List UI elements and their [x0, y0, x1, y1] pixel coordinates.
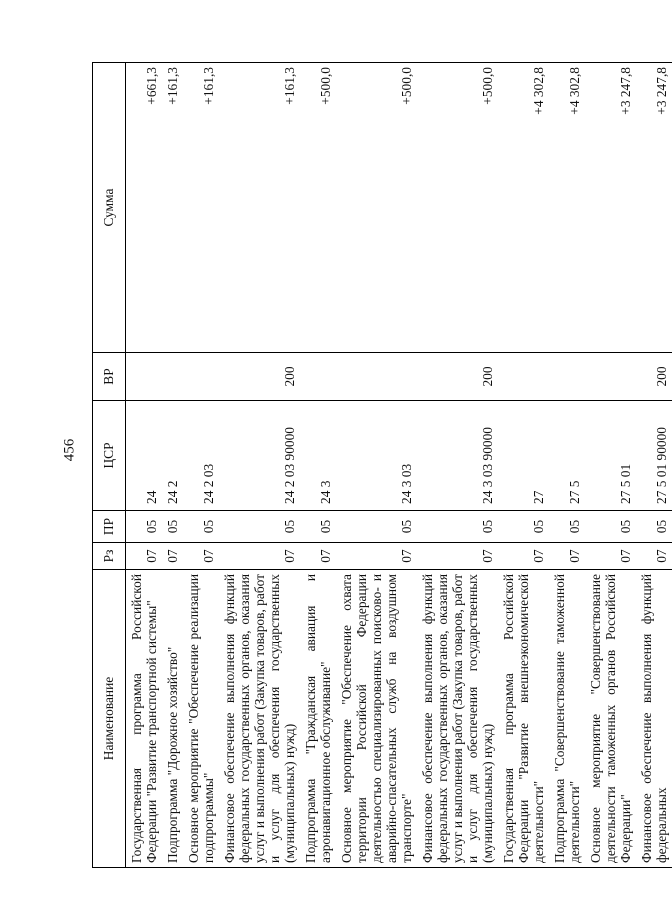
cell-sum: +3 247,8	[636, 63, 672, 353]
table-row	[336, 63, 417, 868]
cell-vr	[336, 353, 417, 401]
cell-pr: 05	[498, 511, 549, 543]
cell-csr: 24 3	[300, 401, 336, 511]
cell-pr: 05	[549, 511, 585, 543]
page-number: 456	[61, 438, 78, 462]
cell-name: Основное мероприятие "Совершенствование деятельности таможенных органов Российской Федерации"	[585, 570, 636, 868]
cell-sum: +500,0	[417, 63, 498, 353]
cell-csr: 27	[498, 401, 549, 511]
rotated-page	[92, 63, 669, 868]
page-number-container	[0, 438, 78, 462]
cell-csr: 27 5 01	[585, 401, 636, 511]
cell-vr	[498, 353, 549, 401]
table-row	[126, 63, 163, 868]
cell-sum: +4 302,8	[498, 63, 549, 353]
cell-sum: +161,3	[162, 63, 183, 353]
cell-pr: 05	[126, 511, 163, 543]
cell-vr	[183, 353, 219, 401]
cell-sum: +500,0	[300, 63, 336, 353]
cell-csr: 27 5 01 90000	[636, 401, 672, 511]
cell-rz: 07	[549, 543, 585, 570]
cell-rz: 07	[126, 543, 163, 570]
table-row	[300, 63, 336, 868]
cell-pr: 05	[162, 511, 183, 543]
table-row	[585, 63, 636, 868]
cell-vr: 200	[636, 353, 672, 401]
cell-vr	[585, 353, 636, 401]
table-row	[498, 63, 549, 868]
cell-name: Подпрограмма "Гражданская авиация и аэронавигационное обслуживание"	[300, 570, 336, 868]
cell-csr: 27 5	[549, 401, 585, 511]
cell-pr: 05	[300, 511, 336, 543]
header-name: Наименование	[93, 570, 126, 868]
header-sum: Сумма	[93, 63, 126, 353]
cell-sum: +500,0	[336, 63, 417, 353]
cell-vr	[300, 353, 336, 401]
cell-name: Подпрограмма "Дорожное хозяйство"	[162, 570, 183, 868]
cell-rz: 07	[417, 543, 498, 570]
header-vr: ВР	[93, 353, 126, 401]
cell-rz: 07	[636, 543, 672, 570]
cell-name: Основное мероприятие "Обеспечение охвата территории Российской Федерации деятельностью специализированных поисково- и аварийно-спасательных служб на воздушном транспорте"	[336, 570, 417, 868]
table-row	[549, 63, 585, 868]
cell-sum: +161,3	[183, 63, 219, 353]
cell-rz: 07	[162, 543, 183, 570]
header-rz: Рз	[93, 543, 126, 570]
cell-sum: +661,3	[126, 63, 163, 353]
header-csr: ЦСР	[93, 401, 126, 511]
cell-rz: 07	[219, 543, 300, 570]
cell-rz: 07	[300, 543, 336, 570]
table-row	[636, 63, 672, 868]
budget-table	[92, 62, 672, 868]
cell-name: Финансовое обеспечение выполнения функций федеральных государственных органов, оказания услуг и выполнения работ (Закупка товаров, работ и услуг для обеспечения государственных (муниципальных) нужд)	[219, 570, 300, 868]
cell-name: Государственная программа Российской Федерации "Развитие транспортной системы"	[126, 570, 163, 868]
cell-csr: 24 2 03 90000	[219, 401, 300, 511]
cell-pr: 05	[219, 511, 300, 543]
cell-csr: 24	[126, 401, 163, 511]
cell-rz: 07	[336, 543, 417, 570]
cell-sum: +3 247,8	[585, 63, 636, 353]
cell-name: Финансовое обеспечение выполнения функций федеральных государственных органов, оказания услуг и выполнения работ (Закупка товаров, работ и услуг для обеспечения государственных (муниципальных) нужд)	[417, 570, 498, 868]
cell-rz: 07	[585, 543, 636, 570]
cell-name: Государственная программа Российской Федерации "Развитие внешнеэкономической деятельности"	[498, 570, 549, 868]
header-pr: ПР	[93, 511, 126, 543]
table-row	[183, 63, 219, 868]
cell-pr: 05	[417, 511, 498, 543]
cell-name: Основное мероприятие "Обеспечение реализации подпрограммы"	[183, 570, 219, 868]
cell-name: Подпрограмма "Совершенствование таможенной деятельности"	[549, 570, 585, 868]
table-row	[219, 63, 300, 868]
cell-pr: 05	[585, 511, 636, 543]
table-row	[417, 63, 498, 868]
cell-rz: 07	[498, 543, 549, 570]
cell-vr	[126, 353, 163, 401]
cell-name: Финансовое обеспечение выполнения функций федеральных	[636, 570, 672, 868]
table-body	[126, 63, 672, 868]
cell-csr: 24 3 03 90000	[417, 401, 498, 511]
cell-csr: 24 3 03	[336, 401, 417, 511]
cell-csr: 24 2 03	[183, 401, 219, 511]
cell-pr: 05	[183, 511, 219, 543]
cell-pr: 05	[636, 511, 672, 543]
cell-vr	[549, 353, 585, 401]
cell-sum: +161,3	[219, 63, 300, 353]
cell-rz: 07	[183, 543, 219, 570]
cell-vr: 200	[417, 353, 498, 401]
table-header-row	[93, 63, 126, 868]
cell-pr: 05	[336, 511, 417, 543]
cell-vr	[162, 353, 183, 401]
table-row	[162, 63, 183, 868]
cell-csr: 24 2	[162, 401, 183, 511]
cell-sum: +4 302,8	[549, 63, 585, 353]
cell-vr: 200	[219, 353, 300, 401]
